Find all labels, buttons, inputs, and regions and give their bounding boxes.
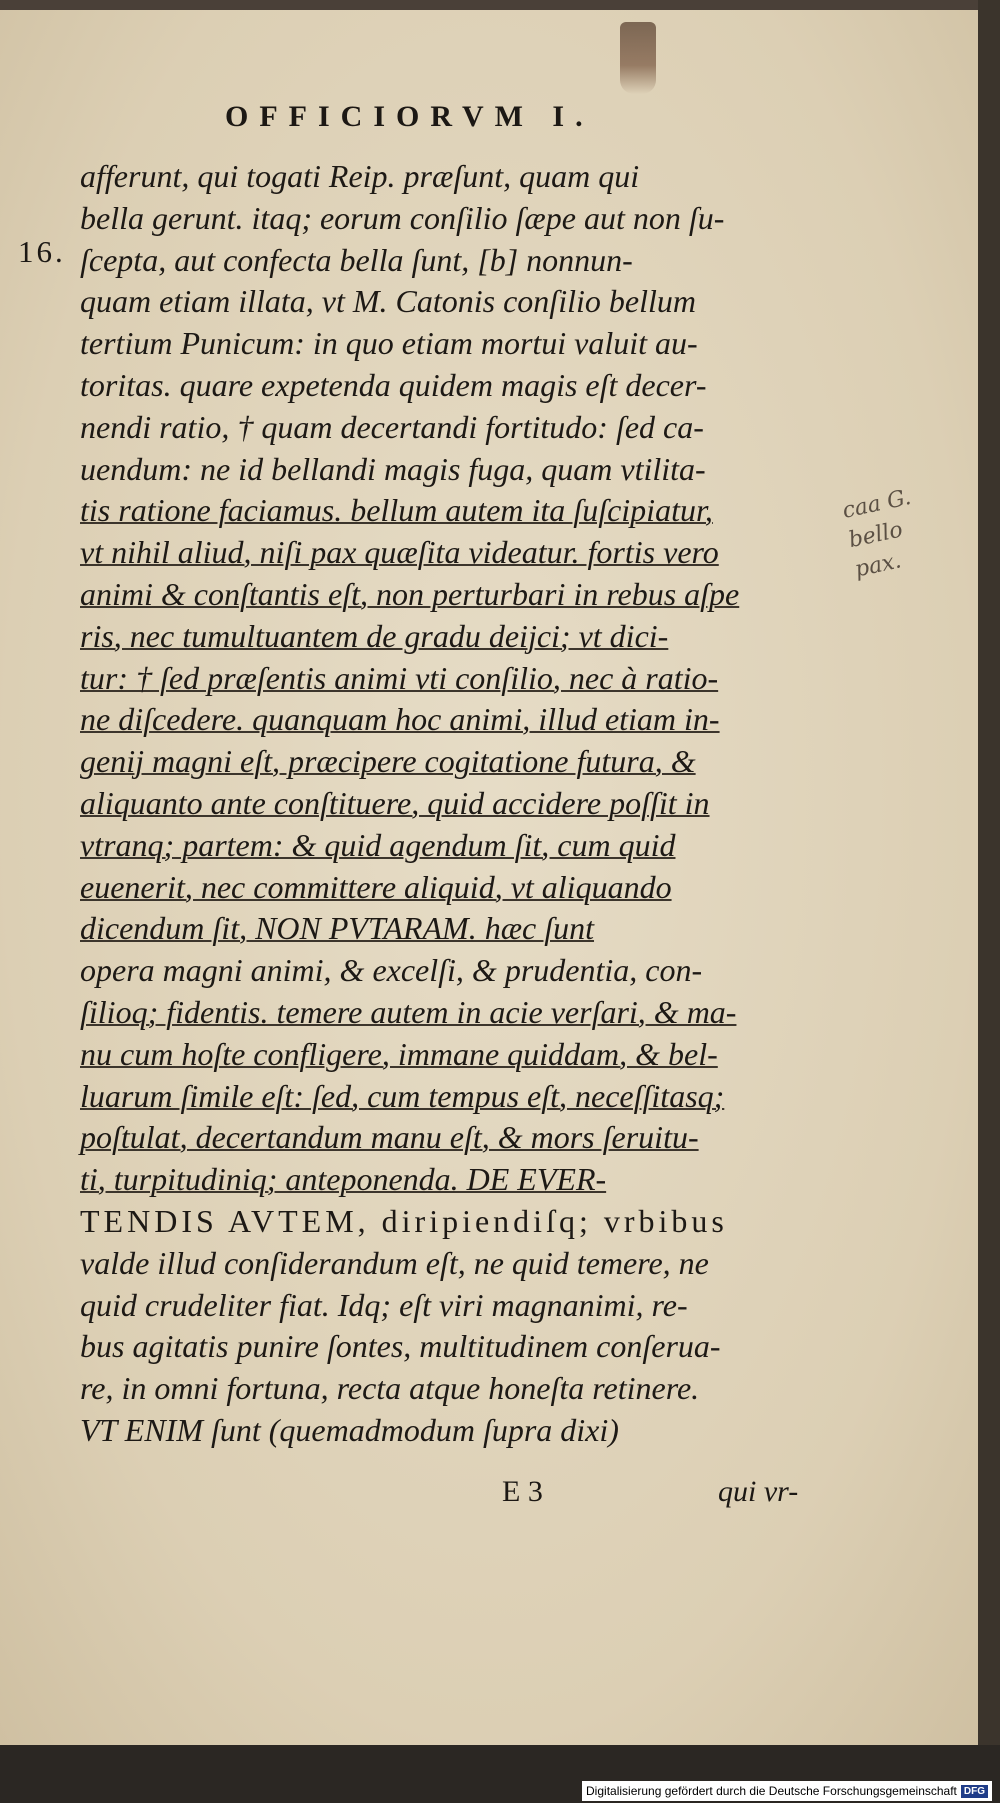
text-line: tertium Punicum: in quo etiam mortui valuit au- xyxy=(80,325,698,362)
text-line-underlined: ſilioq; fidentis. temere autem in acie verſari, & ma- xyxy=(80,993,737,1030)
text-line: VT ENIM ſunt (quemadmodum ſupra dixi) xyxy=(80,1411,619,1448)
text-line-underlined: ne diſcedere. quanquam hoc animi, illud etiam in- xyxy=(80,701,720,738)
margin-note-line: caa G. xyxy=(840,484,914,524)
text-line: toritas. quare expetenda quidem magis eſt decer- xyxy=(80,366,707,403)
signature-mark: E 3 xyxy=(502,1475,543,1508)
text-line-underlined: euenerit, nec committere aliquid, vt aliquando xyxy=(80,868,672,905)
catchword: qui vr- xyxy=(718,1475,799,1508)
text-line: bus agitatis punire ſontes, multitudinem conſerua- xyxy=(80,1328,721,1365)
text-line-underlined: vtranq; partem: & quid agendum ſit, cum quid xyxy=(80,826,676,863)
page-stain xyxy=(620,22,656,94)
book-page xyxy=(0,10,980,1745)
digitization-footer xyxy=(582,1781,992,1801)
text-line: afferunt, qui togati Reip. præſunt, quam qui xyxy=(80,158,640,194)
text-line-underlined: nu cum hoſte confligere, immane quiddam, & bel- xyxy=(80,1035,718,1072)
text-line-underlined: poſtulat, decertandum manu eſt, & mors ſeruitu- xyxy=(80,1119,699,1156)
text-line: valde illud conſiderandum eſt, ne quid temere, ne xyxy=(80,1244,709,1281)
text-line: TENDIS AVTEM, diripiendiſq; vrbibus xyxy=(80,1202,728,1239)
body-text xyxy=(80,156,835,1452)
text-line-underlined: luarum ſimile eſt: ſed, cum tempus eſt, neceſſitasq; xyxy=(80,1077,725,1114)
margin-note-line: bello xyxy=(846,517,905,554)
text-line: ſcepta, aut confecta bella ſunt, [b] nonnun- xyxy=(80,241,633,278)
margin-note-line: pax. xyxy=(852,548,904,583)
text-line-underlined: animi & conſtantis eſt, non perturbari in rebus aſpe xyxy=(80,575,740,612)
text-line-underlined: tur: † ſed præſentis animi vti conſilio, nec à ratio- xyxy=(80,659,719,696)
text-line: quid crudeliter fiat. Idq; eſt viri magnanimi, re- xyxy=(80,1286,688,1323)
text-line: nendi ratio, † quam decertandi fortitudo: ſed ca- xyxy=(80,408,704,445)
dfg-logo: DFG xyxy=(961,1785,988,1798)
text-line: opera magni animi, & excelſi, & prudentia, con- xyxy=(80,952,703,989)
book-spine xyxy=(978,0,1000,1803)
footer-text: Digitalisierung gefördert durch die Deutsche Forschungsgemeinschaft xyxy=(586,1784,957,1798)
text-line: quam etiam illata, vt M. Catonis conſilio bellum xyxy=(80,283,696,320)
bottom-strip xyxy=(0,1745,1000,1803)
text-line-underlined: genij magni eſt, præcipere cogitatione futura, & xyxy=(80,743,696,780)
text-line: bella gerunt. itaq; eorum conſilio ſæpe aut non ſu- xyxy=(80,199,725,236)
text-line: re, in omni fortuna, recta atque honeſta retinere. xyxy=(80,1370,700,1407)
text-line-underlined: vt nihil aliud, niſi pax quæſita videatur. fortis vero xyxy=(80,534,719,571)
text-line-underlined: ti, turpitudiniq; anteponenda. DE EVER- xyxy=(80,1161,607,1198)
margin-number: 16. xyxy=(18,234,66,269)
text-line-underlined: tis ratione faciamus. bellum autem ita ſuſcipiatur, xyxy=(80,492,713,529)
text-line-underlined: aliquanto ante conſtituere, quid accidere poſſit in xyxy=(80,784,710,821)
text-line: uendum: ne id bellandi magis fuga, quam vtilita- xyxy=(80,450,706,487)
text-line-underlined: dicendum ſit, NON PVTARAM. hæc ſunt xyxy=(80,910,595,947)
handwritten-margin-note xyxy=(840,475,966,586)
running-header: OFFICIORVM I. xyxy=(225,100,594,133)
text-line-underlined: ris, nec tumultuantem de gradu deijci; vt dici- xyxy=(80,617,669,654)
